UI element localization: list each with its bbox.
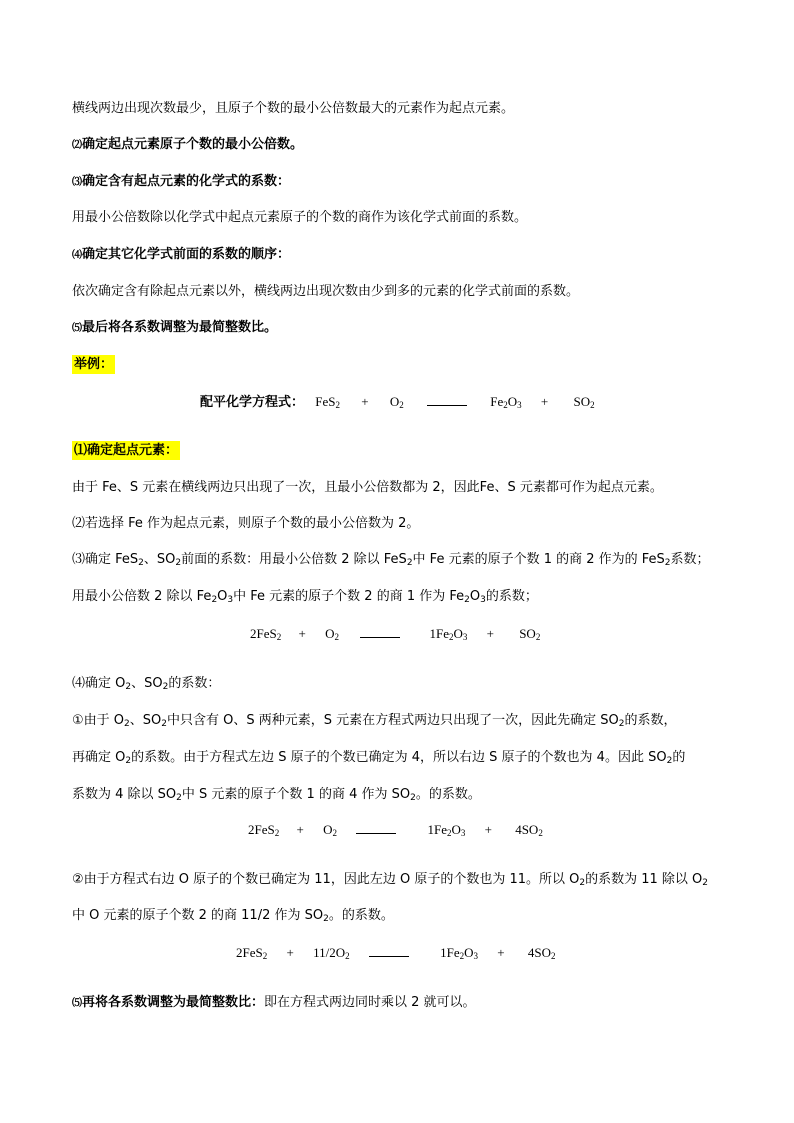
plus-sign: + [296,822,304,837]
equation-label: 配平化学方程式： [200,395,305,410]
text-line: ⑵若选择 Fe 作为起点元素，则原子个数的最小公倍数为 2。 [72,516,420,531]
text-line: 由于 Fe、S 元素在横线两边只出现了一次，且最小公倍数都为 2，因此Fe、S 元素都可作为起点元素。 [72,480,663,495]
step-1-heading [72,442,180,460]
text-line: ②由于方程式右边 O 原子的个数已确定为 11，因此左边 O 原子的个数也为 11。所以 $O_2$的系数为 11 除以 $O_2$ [72,872,709,888]
formula-fes2: 2FeS$_2$ [248,822,280,838]
heading-text: 确定含有起点元素的化学式的系数： [82,174,291,189]
step-4-heading [72,246,290,265]
formula-o2: $11/2O_2$ [313,945,350,961]
highlighted-text: ⑴确定起点元素： [74,443,179,458]
step-5-heading [72,319,277,338]
text-line: 中 O 元素的原子个数 2 的商 11/2 作为 $SO_2$。的系数。 [72,908,394,924]
highlighted-text: 举例： [74,357,114,372]
plus-sign: + [286,945,294,960]
text-line: 用最小公倍数 2 除以 $Fe_2O_3$中 Fe 元素的原子个数 2 的商 1 作为 $Fe_2O_3$的系数； [72,589,538,605]
formula-fes2: FeS$_2$ [315,394,340,410]
heading-text: 最后将各系数调整为最简整数比。 [82,320,278,335]
equation-blank [427,393,467,406]
text-line: 依次确定含有除起点元素以外，横线两边出现次数由少到多的元素的化学式前面的系数。 [72,284,580,299]
formula-fe2o3: $1Fe_2O_3$ [429,626,468,642]
formula-o2: $O_2$ [325,626,339,642]
equation-step-4a [248,821,543,839]
plus-sign: + [486,626,494,641]
equation-blank [360,625,400,638]
formula-fe2o3: $Fe_2O_3$ [490,394,522,410]
example-label [72,356,115,374]
equation-original [200,393,595,412]
equation-blank [369,944,409,957]
step-number: ⑶ [72,177,82,188]
text-line: ⑷确定 $O_2$、$SO_2$的系数： [72,676,221,692]
formula-so2: $4SO_2$ [515,822,543,838]
heading-text: 确定其它化学式前面的系数的顺序： [82,247,291,262]
formula-fes2: 2FeS$_2$ [250,626,282,642]
final-text: 即在方程式两边同时乘以 2 就可以。 [264,995,476,1010]
step-number: ⑸ [72,998,82,1009]
formula-fe2o3: $1Fe_2O_3$ [427,822,466,838]
formula-o2: $O_2$ [389,394,404,410]
plus-sign: + [484,822,492,837]
equation-step-3 [250,625,540,643]
text-line: ⑶确定 FeS$_2$、$SO_2$前面的系数：用最小公倍数 2 除以 FeS$_2$中 Fe 元素的原子个数 1 的商 2 作为的 FeS$_2$系数； [72,552,710,568]
plus-sign: + [298,626,306,641]
step-3-heading [72,173,290,192]
formula-so2: $SO_2$ [573,394,595,410]
text-line: 用最小公倍数除以化学式中起点元素原子的个数的商作为该化学式前面的系数。 [72,210,528,225]
formula-fes2: 2FeS$_2$ [236,945,268,961]
equation-blank [356,821,396,834]
text-line: ①由于 $O_2$、$SO_2$中只含有 O、S 两种元素，S 元素在方程式两边只出现了一次，因此先确定 $SO_2$的系数， [72,713,677,729]
formula-fe2o3: $1Fe_2O_3$ [440,945,478,961]
equation-step-4b [236,944,555,962]
heading-text: 确定起点元素原子个数的最小公倍数。 [82,137,304,152]
text-line: 再确定 $O_2$的系数。由于方程式左边 S 原子的个数已确定为 4，所以右边 S 原子的个数也为 4。因此 $SO_2$的 [72,750,686,766]
step-number: ⑷ [72,250,82,261]
formula-so2: $4SO_2$ [527,945,556,961]
step-number: ⑸ [72,323,82,334]
step-number: ⑵ [72,140,82,151]
text-line: 系数为 4 除以 $SO_2$中 S 元素的原子个数 1 的商 4 作为 $SO_2$。的系数。 [72,787,481,803]
formula-so2: $SO_2$ [519,626,541,642]
plus-sign: + [497,945,505,960]
heading-text: 再将各系数调整为最简整数比： [82,995,265,1010]
plus-sign: + [540,394,549,409]
formula-o2: $O_2$ [323,822,337,838]
step-5-final [72,994,476,1013]
plus-sign: + [361,394,369,409]
step-2-heading [72,136,303,155]
text-line: 横线两边出现次数最少，且原子个数的最小公倍数最大的元素作为起点元素。 [72,101,515,116]
